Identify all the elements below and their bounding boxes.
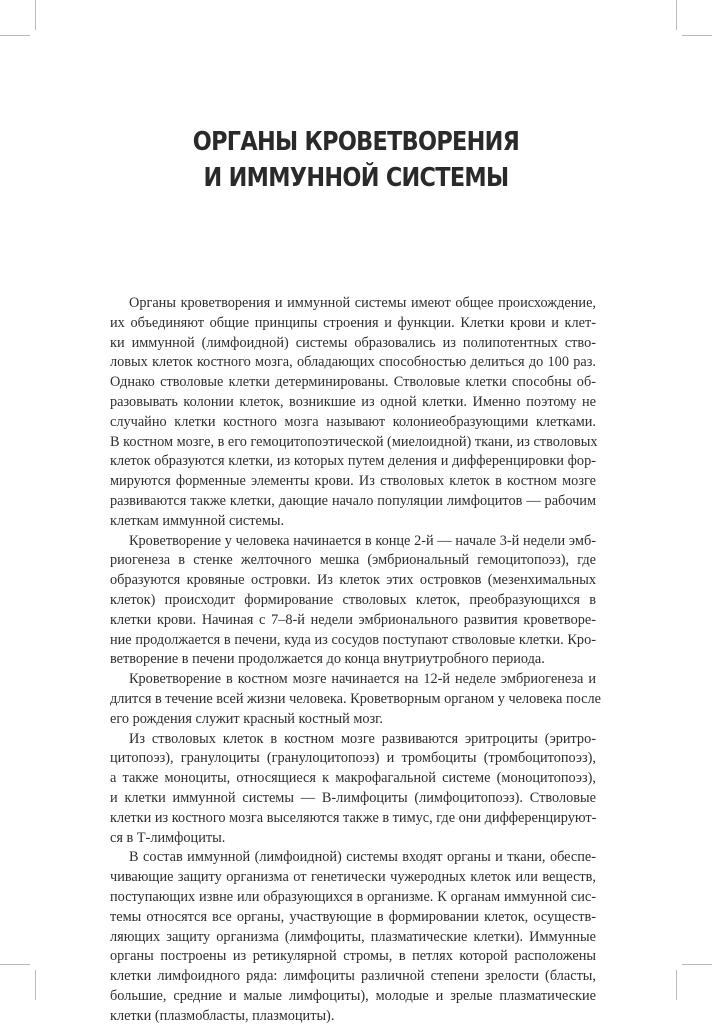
crop-mark-right-top [682,35,712,36]
text-line: а также моноциты, относящиеся к макрофагальной системе (моноцитопоэз), [110,770,596,787]
text-line: развиваются также клетки, дающие начало популяции лимфоцитов — рабочим [110,492,596,509]
text-line: темы относятся все органы, участвующие в формировании клеток, осуществ- [110,908,596,925]
text-line: Кроветворение у человека начинается в конце 2-й — начале 3-й недели эмб- [129,532,596,549]
text-line: ки иммунной (лимфоидной) системы образовались из полипотентных ство- [110,334,596,351]
paragraph [110,294,596,532]
text-line: клетки лимфоидного ряда: лимфоциты различной степени зрелости (бласты, [110,968,596,985]
text-line: В состав иммунной (лимфоидной) системы входят органы и ткани, обеспе- [129,849,596,866]
text-line: Кроветворение в костном мозге начинается на 12-й неделе эмбриогенеза и [129,671,596,688]
text-line: ние продолжается в печени, куда из сосудов поступают стволовые клетки. Кро- [110,631,596,648]
text-line: чивающие защиту организма от генетически чужеродных клеток или веществ, [110,869,596,886]
text-line: большие, средние и малые лимфоциты), молодые и зрелые плазматические [110,987,596,1004]
text-line: клеток) происходит формирование стволовых клеток, преобразующихся в [110,591,596,608]
text-line: его рождения служит красный костный мозг. [110,710,383,727]
crop-mark-top-left [35,0,36,30]
text-line: образуются кровяные островки. Из клеток этих островков (мезенхимальных [110,572,596,589]
text-line: клеткам иммунной системы. [110,512,285,529]
text-line: ся в Т-лимфоциты. [110,829,226,846]
text-line: ловых клеток костного мозга, обладающих способностью делиться до 100 раз. [110,354,596,371]
text-line: ляющих защиту организма (лимфоциты, плазматические клетки). Иммунные [110,928,596,945]
paragraph [110,730,596,849]
chapter-title-line-2: И ИММУННОЙ СИСТЕМЫ [203,163,509,193]
crop-mark-bottom-right [676,970,677,1000]
text-line: ветворение в печени продолжается до конца внутриутробного периода. [110,651,545,668]
crop-mark-left-top [0,35,30,36]
crop-mark-bottom-left [35,970,36,1000]
paragraph [110,532,596,671]
chapter-title-line-1: ОРГАНЫ КРОВЕТВОРЕНИЯ [192,127,520,157]
chapter-title [50,124,662,196]
paragraph [110,848,596,1026]
text-line: разовывать колонии клеток, возникшие из одной клетки. Именно поэтому не [110,393,596,410]
paragraph [110,670,601,729]
text-line: В костном мозге, в его гемоцитопоэтической (миелоидной) ткани, из стволовых [110,433,598,450]
text-line: органы построены из ретикулярной стромы, в петлях которой расположены [110,948,596,965]
text-line: их объединяют общие принципы строения и функции. Клетки крови и клет- [110,314,596,331]
text-line: длится в течение всей жизни человека. Кроветворным органом у человека после [110,690,601,707]
text-line: Органы кроветворения и иммунной системы имеют общее происхождение, [129,295,596,311]
text-line: поступающих извне или образующихся в организме. К органам иммунной сис- [110,888,596,905]
crop-mark-left-bottom [0,964,30,965]
text-line: Из стволовых клеток в костном мозге развиваются эритроциты (эритро- [129,730,596,747]
text-line: цитопоэз), гранулоциты (гранулоцитопоэз) и тромбоциты (тромбоцитопоэз), [110,750,596,767]
text-line: клетки (плазмобласты, плазмоциты). [110,1007,335,1024]
text-line: клеток образуются клетки, из которых путем деления и дифференцировки фор- [110,453,596,470]
text-line: клетки крови. Начиная с 7–8-й недели эмбрионального развития кроветворе- [110,611,596,628]
crop-mark-right-bottom [682,964,712,965]
text-line: и клетки иммунной системы — В-лимфоциты (лимфоцитопоэз). Стволовые [110,789,596,806]
crop-mark-top-right [676,0,677,30]
text-line: мируются форменные элементы крови. Из стволовых клеток в костном мозге [110,473,596,490]
text-line: случайно клетки костного мозга называют колониеобразующими клетками. [110,413,596,430]
text-line: Однако стволовые клетки детерминированы. Стволовые клетки способны об- [110,374,596,391]
text-line: риогенеза в стенке желточного мешка (эмбриональный гемоцитопоэз), где [110,552,596,569]
text-line: клетки из костного мозга выселяются также в тимус, где они дифференцируют- [110,809,597,826]
body-text [110,294,601,1026]
